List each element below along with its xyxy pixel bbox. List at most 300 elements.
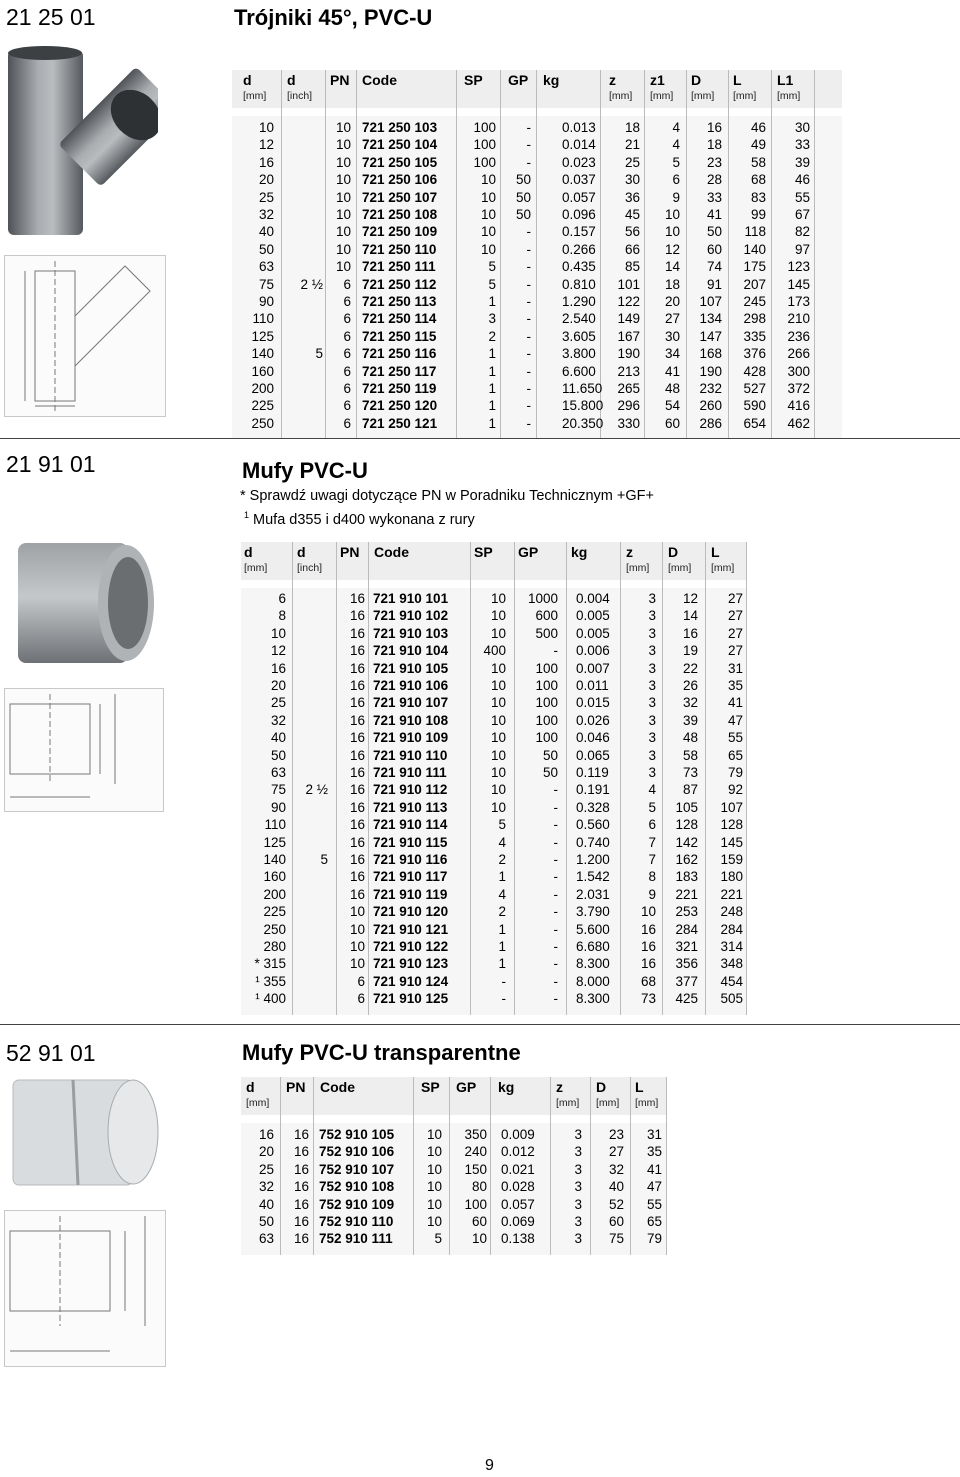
product-code: 752 910 108 [319, 1179, 395, 1195]
table-cell: 16 [349, 852, 365, 867]
table-cell: 2.540 [562, 311, 596, 327]
table-cell: 16 [349, 730, 365, 746]
product-code: 721 250 119 [362, 381, 437, 396]
table-cell: 0.012 [501, 1144, 535, 1160]
column-separator [686, 70, 687, 439]
table-cell: 4 [672, 120, 680, 135]
column-separator [620, 542, 621, 1015]
table-cell: 300 [787, 363, 810, 379]
table-cell: 31 [727, 660, 743, 676]
table-cell: 200 [263, 886, 286, 902]
table-cell: 416 [787, 398, 810, 414]
table-cell: 2 ½ [300, 276, 323, 292]
table-cell: 18 [706, 137, 722, 153]
table-cell: 236 [787, 328, 810, 344]
table-cell: 100 [464, 1196, 487, 1212]
table-cell: 16 [293, 1144, 309, 1160]
table-cell: 27 [727, 643, 743, 659]
table-cell: 500 [535, 625, 558, 641]
table-cell: 6 [343, 346, 351, 362]
table-cell: 505 [720, 991, 743, 1007]
table-cell: 3 [574, 1144, 582, 1160]
table-cell: 16 [640, 939, 656, 954]
table-cell: 600 [535, 608, 558, 624]
table-cell: 16 [293, 1179, 309, 1195]
table-cell: 23 [608, 1127, 624, 1142]
column-unit: [mm] [243, 90, 267, 102]
table-cell: 1 [488, 346, 496, 362]
product-code: 721 910 110 [373, 747, 448, 763]
column-separator [281, 70, 282, 439]
table-cell: - [553, 991, 558, 1007]
table-cell: 167 [617, 328, 640, 344]
table-cell: 250 [263, 921, 286, 937]
column-unit: [mm] [244, 562, 268, 574]
table-cell: 27 [608, 1144, 624, 1160]
table-cell: 56 [624, 224, 640, 240]
table-cell: 32 [270, 712, 286, 728]
table-cell: 0.028 [501, 1179, 535, 1195]
column-separator [470, 542, 471, 1015]
table-cell: 0.011 [576, 678, 609, 693]
table-cell: 0.138 [501, 1231, 535, 1247]
table-cell: 20 [664, 294, 680, 309]
column-separator [280, 1077, 281, 1255]
table-cell: 34 [664, 346, 680, 362]
socket-drawing [4, 688, 164, 812]
table-cell: 190 [699, 363, 722, 379]
column-header: z1 [650, 72, 665, 88]
product-code: 721 910 119 [373, 886, 448, 902]
table-cell: 0.005 [576, 608, 610, 624]
table-cell: 100 [535, 695, 558, 711]
table-cell: 50 [258, 241, 274, 257]
table-cell: 213 [617, 363, 640, 379]
table-cell: 48 [682, 730, 698, 746]
column-header: d [244, 544, 253, 560]
column-header: PN [286, 1079, 306, 1095]
table-cell: 10 [490, 660, 506, 676]
table-cell: 330 [617, 415, 640, 431]
column-separator [356, 70, 357, 439]
table-cell: 6 [343, 381, 351, 396]
column-header: PN [330, 72, 350, 88]
table-cell: - [553, 973, 558, 989]
table-cell: 160 [251, 363, 274, 379]
product-code: 721 910 105 [373, 660, 449, 676]
table-cell: 6 [343, 294, 351, 309]
product-code: 721 910 103 [373, 625, 449, 641]
table-cell: 45 [624, 207, 640, 222]
table-cell: 82 [794, 224, 810, 240]
table-cell: 16 [349, 695, 365, 711]
table-cell: 250 [251, 415, 274, 431]
table-cell: 0.006 [576, 643, 610, 659]
product-code: 721 910 120 [373, 904, 449, 920]
table-cell: 225 [263, 904, 286, 920]
table-cell: 1 [498, 939, 506, 954]
table-cell: 10 [490, 765, 506, 780]
table-cell: 150 [464, 1161, 487, 1177]
table-cell: 2.031 [576, 886, 610, 902]
table-cell: 16 [293, 1231, 309, 1247]
table-cell: 9 [648, 886, 656, 902]
table-cell: 10 [335, 154, 351, 170]
product-code: 721 910 116 [373, 852, 448, 867]
table-cell: 3 [574, 1161, 582, 1177]
table-cell: 284 [675, 921, 698, 937]
table-cell: 10 [490, 625, 506, 641]
table-cell: 18 [664, 276, 680, 292]
table-cell: 80 [471, 1179, 487, 1195]
table-cell: 20 [258, 172, 274, 188]
product-code: 721 910 106 [373, 678, 449, 693]
table-cell: 16 [349, 782, 365, 798]
column-unit: [mm] [626, 562, 650, 574]
table-cell: 3.605 [562, 328, 596, 344]
product-code: 721 250 110 [362, 241, 437, 257]
table-cell: 298 [743, 311, 766, 327]
column-separator [644, 70, 645, 439]
socket-photo [8, 538, 158, 668]
table-cell: 100 [473, 137, 496, 153]
product-code: 752 910 110 [319, 1214, 394, 1229]
note-mufa-text: Mufa d355 i d400 wykonana z rury [249, 511, 475, 528]
table-cell: 10 [335, 241, 351, 257]
table-cell: 100 [535, 678, 558, 693]
column-unit: [mm] [650, 90, 674, 102]
table-cell: 265 [617, 381, 640, 396]
table-cell: 2 [498, 852, 506, 867]
table-cell: 253 [675, 904, 698, 920]
table-cell: 10 [426, 1214, 442, 1229]
table-cell: 35 [727, 678, 743, 693]
table-cell: 67 [794, 207, 810, 222]
table-cell: 100 [473, 120, 496, 135]
column-separator [325, 70, 326, 439]
table-cell: 19 [682, 643, 698, 659]
table-cell: 123 [787, 259, 810, 275]
table-cell: - [553, 939, 558, 954]
table-cell: 55 [646, 1196, 662, 1212]
table-cell: - [526, 241, 531, 257]
table-cell: 10 [490, 712, 506, 728]
table-cell: 12 [682, 591, 698, 606]
column-separator [814, 70, 815, 439]
product-code: 721 250 106 [362, 172, 438, 188]
table-cell: 5 [315, 346, 323, 362]
table-cell: 92 [727, 782, 743, 798]
column-unit: [mm] [733, 90, 757, 102]
table-cell: 0.007 [576, 660, 610, 676]
table-cell: 68 [750, 172, 766, 188]
table-cell: 296 [617, 398, 640, 414]
table-cell: 107 [720, 799, 743, 815]
table-cell: 16 [640, 956, 656, 972]
column-separator [313, 1077, 314, 1255]
table-cell: - [553, 869, 558, 885]
table-cell: 83 [750, 189, 766, 205]
table-cell: - [526, 294, 531, 309]
table-cell: - [553, 904, 558, 920]
table-cell: 5 [672, 154, 680, 170]
table-cell: 87 [682, 782, 698, 798]
table-cell: 52 [608, 1196, 624, 1212]
table-cell: 10 [480, 207, 496, 222]
table-cell: 3 [488, 311, 496, 327]
table-cell: - [553, 643, 558, 659]
table-cell: 6 [343, 276, 351, 292]
table-cell: 0.069 [501, 1214, 535, 1229]
table-cell: 1 [498, 869, 506, 885]
column-header: D [668, 544, 679, 560]
table-cell: - [526, 346, 531, 362]
table-cell: 3 [648, 591, 656, 606]
column-header: d [243, 72, 252, 88]
table-cell: 462 [787, 415, 810, 431]
table-cell: 3.790 [576, 904, 610, 920]
table-cell: 50 [706, 224, 722, 240]
table-cell: 100 [535, 730, 558, 746]
table-cell: 107 [699, 294, 722, 309]
table-cell: 248 [720, 904, 743, 920]
table-cell: 6 [357, 991, 365, 1007]
table-cell: 25 [624, 154, 640, 170]
table-cell: 32 [258, 1179, 274, 1195]
table-cell: 27 [727, 625, 743, 641]
table-cell: 0.037 [562, 172, 596, 188]
table-cell: 0.046 [576, 730, 610, 746]
table-cell: 5 [434, 1231, 442, 1247]
table-cell: 3 [648, 678, 656, 693]
table-cell: 245 [743, 294, 766, 309]
table-cell: 8.000 [576, 973, 610, 989]
table-cell: - [526, 224, 531, 240]
table-cell: 100 [535, 712, 558, 728]
table-cell: 75 [258, 276, 274, 292]
column-header: GP [456, 1079, 477, 1095]
table-cell: 0.560 [576, 817, 610, 833]
table-cell: 140 [263, 852, 286, 867]
table-cell: 10 [349, 904, 365, 920]
note-superscript: 1 [244, 510, 250, 520]
table-cell: 527 [743, 381, 766, 396]
table-cell: 5 [498, 817, 506, 833]
table-cell: 10 [335, 224, 351, 240]
product-code: 752 910 106 [319, 1144, 395, 1160]
column-separator [514, 542, 515, 1015]
table-cell: 10 [349, 956, 365, 972]
table-cell: 3 [648, 643, 656, 659]
table-cell: - [501, 973, 506, 989]
table-cell: 10 [490, 782, 506, 798]
table-cell: 97 [794, 241, 810, 257]
table-cell: 16 [640, 921, 656, 937]
table-cell: - [526, 120, 531, 135]
table-cell: 4 [498, 834, 506, 850]
table-cell: 85 [624, 259, 640, 275]
table-cell: 40 [258, 224, 274, 240]
column-header: kg [498, 1079, 515, 1095]
table-cell: 60 [608, 1214, 624, 1229]
table-cell: 40 [270, 730, 286, 746]
table-cell: 16 [349, 643, 365, 659]
table-cell: 16 [270, 660, 286, 676]
table-cell: 10 [426, 1127, 442, 1142]
table-cell: 90 [258, 294, 274, 309]
table-cell: 10 [426, 1196, 442, 1212]
product-code: 752 910 111 [319, 1231, 393, 1247]
table-cell: 5.600 [576, 921, 610, 937]
table-cell: 10 [664, 207, 680, 222]
table-cell: 40 [608, 1179, 624, 1195]
column-header: kg [543, 72, 560, 88]
column-header: GP [518, 544, 539, 560]
table-cell: 99 [750, 207, 766, 222]
table-cell: 1 [488, 363, 496, 379]
table-cell: 10 [335, 207, 351, 222]
column-header: D [691, 72, 702, 88]
product-code: 721 250 104 [362, 137, 438, 153]
table-cell: 0.328 [576, 799, 610, 815]
table-cell: 16 [293, 1161, 309, 1177]
column-header: D [596, 1079, 607, 1095]
column-unit: [mm] [246, 1097, 270, 1109]
table-cell: 15.800 [562, 398, 604, 414]
column-header: PN [340, 544, 360, 560]
product-code: 721 250 108 [362, 207, 438, 222]
table-cell: 11.650 [562, 381, 603, 396]
table-cell: 10 [426, 1144, 442, 1160]
table-cell: 145 [720, 834, 743, 850]
table-cell: 4 [672, 137, 680, 153]
table-cell: 6 [343, 311, 351, 327]
transparent-socket-drawing [4, 1210, 166, 1367]
column-separator [500, 70, 501, 439]
product-code: 721 250 120 [362, 398, 438, 414]
product-code: 752 910 105 [319, 1127, 395, 1142]
table-cell: 16 [349, 747, 365, 763]
table-cell: 284 [720, 921, 743, 937]
table-cell: 207 [743, 276, 766, 292]
table-cell: 9 [672, 189, 680, 205]
table-cell: 63 [258, 1231, 274, 1247]
table-cell: 168 [699, 346, 722, 362]
product-code: 721 250 117 [362, 363, 437, 379]
table-cell: 10 [490, 591, 506, 606]
table-cell: 39 [794, 154, 810, 170]
column-unit: [mm] [691, 90, 715, 102]
column-header: L [711, 544, 720, 560]
product-code: 721 910 115 [373, 834, 448, 850]
table-cell: 1.542 [576, 869, 610, 885]
table-cell: 0.157 [562, 224, 596, 240]
note-pn: * Sprawdź uwagi dotyczące PN w Poradniku Technicznym +GF+ [240, 488, 654, 504]
column-separator [566, 542, 567, 1015]
table-cell: - [526, 137, 531, 153]
table-cell: 590 [743, 398, 766, 414]
section-number: 21 91 01 [6, 451, 96, 477]
product-code: 721 910 117 [373, 869, 448, 885]
table-cell: 0.021 [501, 1161, 535, 1177]
table-cell: 73 [640, 991, 656, 1007]
table-cell: 6 [343, 398, 351, 414]
table-cell: 27 [727, 591, 743, 606]
product-code: 721 910 114 [373, 817, 448, 833]
column-separator [368, 542, 369, 1015]
table-cell: - [501, 991, 506, 1007]
table-cell: 376 [743, 346, 766, 362]
table-cell: 190 [617, 346, 640, 362]
column-header: d [297, 544, 306, 560]
table-cell: 20 [258, 1144, 274, 1160]
product-code: 721 250 107 [362, 189, 438, 205]
column-header: Code [362, 72, 397, 88]
table-cell: 6 [278, 591, 286, 606]
table-cell: 63 [270, 765, 286, 780]
table-cell: 0.004 [576, 591, 610, 606]
column-separator [456, 70, 457, 439]
table-cell: 55 [794, 189, 810, 205]
table-cell: 75 [608, 1231, 624, 1247]
product-code: 721 910 112 [373, 782, 448, 798]
table-cell: 65 [727, 747, 743, 763]
table-cell: 12 [270, 643, 286, 659]
column-separator [746, 542, 747, 1015]
column-unit: [inch] [297, 562, 323, 574]
table-cell: 3 [648, 608, 656, 624]
table-cell: 14 [682, 608, 698, 624]
table-cell: 101 [617, 276, 640, 292]
table-cell: 16 [349, 625, 365, 641]
table-cell: 335 [743, 328, 766, 344]
table-cell: 33 [794, 137, 810, 153]
table-cell: 1 [498, 921, 506, 937]
table-cell: 0.014 [562, 137, 596, 153]
table-cell: 41 [706, 207, 722, 222]
column-header: L [635, 1079, 644, 1095]
tee-45-photo [8, 45, 158, 235]
column-separator [490, 1077, 491, 1255]
product-code: 721 250 112 [362, 276, 437, 292]
table-cell: 0.740 [576, 834, 610, 850]
table-cell: 10 [480, 224, 496, 240]
table-cell: 134 [699, 311, 722, 327]
table-cell: 159 [720, 852, 743, 867]
table-cell: 30 [794, 120, 810, 135]
table-cell: 3 [574, 1196, 582, 1212]
table-cell: 32 [682, 695, 698, 711]
table-cell: 10 [335, 259, 351, 275]
table-cell: 50 [542, 765, 558, 780]
product-code: 721 910 109 [373, 730, 449, 746]
table-cell: 47 [646, 1179, 662, 1195]
table-cell: 149 [617, 311, 640, 327]
table-cell: 10 [426, 1179, 442, 1195]
product-code: 721 910 102 [373, 608, 449, 624]
table-cell: 100 [473, 154, 496, 170]
table-cell: 6 [672, 172, 680, 188]
table-cell: 54 [664, 398, 680, 414]
table-cell: 10 [480, 172, 496, 188]
column-unit: [mm] [711, 562, 735, 574]
table-cell: 16 [349, 817, 365, 833]
table-cell: 16 [349, 678, 365, 693]
table-cell: ¹ 400 [255, 991, 286, 1007]
table-cell: 41 [646, 1161, 662, 1177]
column-header: d [287, 72, 296, 88]
table-cell: 8.300 [576, 956, 610, 972]
